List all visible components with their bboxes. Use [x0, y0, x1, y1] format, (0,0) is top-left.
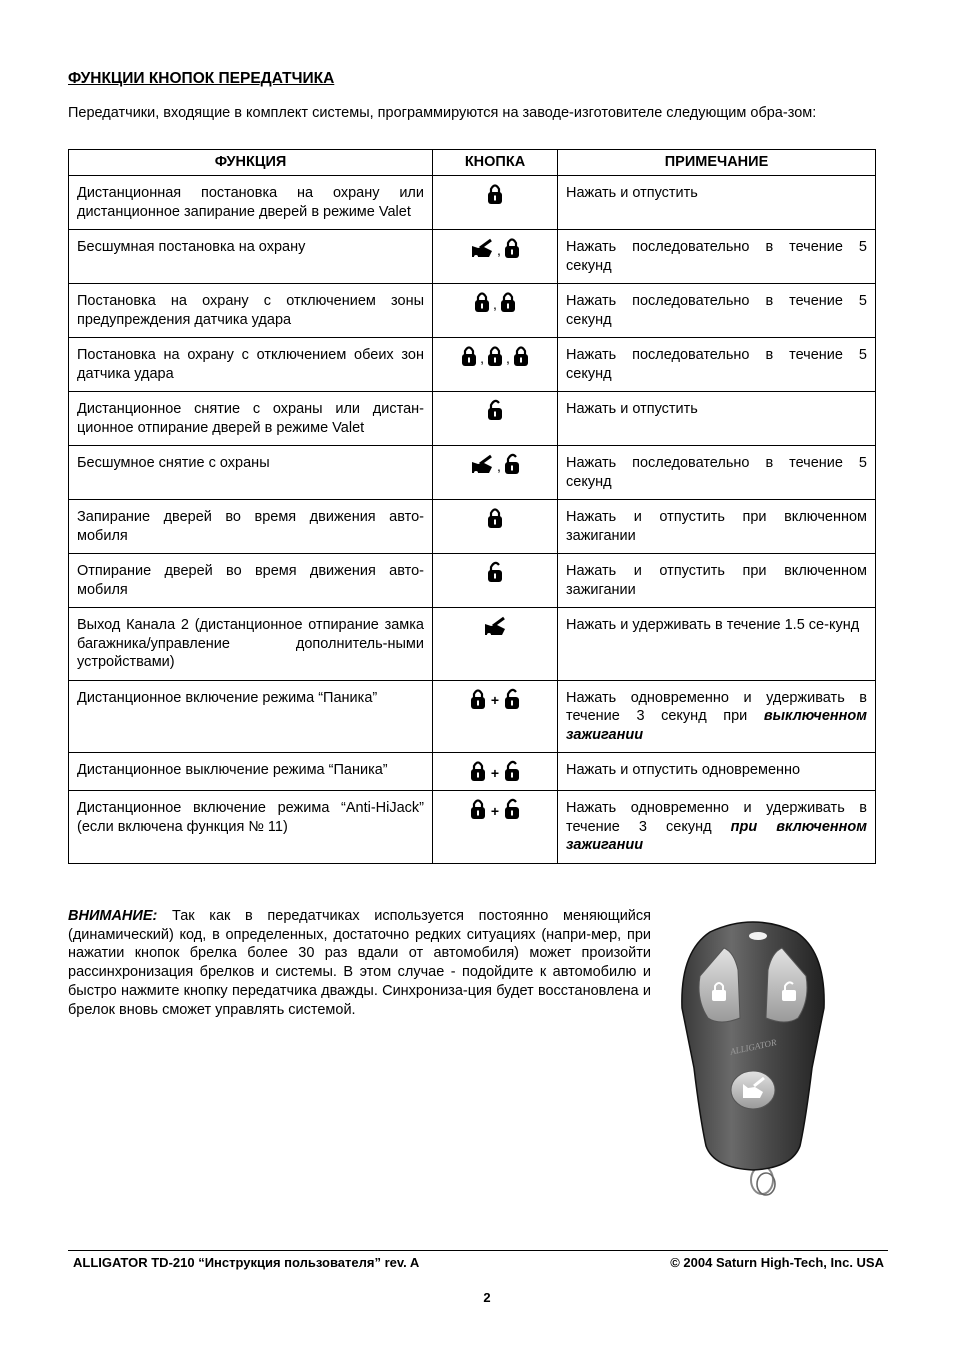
function-cell: Выход Канала 2 (дистанционное отпирание замка багажника/управление дополнитель-ными устройствами)	[69, 608, 433, 681]
button-cell	[433, 392, 558, 446]
function-cell: Дистанционная постановка на охрану или дистанционное запирание дверей в режиме Valet	[69, 176, 433, 230]
function-cell: Запирание дверей во время движения авто-мобиля	[69, 500, 433, 554]
note-cell	[558, 680, 876, 753]
note-cell	[558, 176, 876, 230]
button-cell	[433, 608, 558, 681]
lock-icon	[500, 294, 516, 310]
note-text: Нажать и отпустить при включенном зажигании	[566, 563, 867, 598]
note-cell	[558, 338, 876, 392]
function-cell: Дистанционное включение режима “Паника”	[69, 680, 433, 753]
note-text: Нажать и отпустить	[566, 185, 698, 201]
car-icon	[483, 618, 507, 634]
function-cell: Дистанционное снятие с охраны или дистан-ционное отпирание дверей в режиме Valet	[69, 392, 433, 446]
function-cell: Постановка на охрану с отключением обеих зон датчика удара	[69, 338, 433, 392]
note-text: Нажать и отпустить	[566, 401, 698, 417]
button-cell	[433, 284, 558, 338]
table-row	[69, 338, 876, 392]
unlock-icon	[487, 564, 503, 580]
button-cell	[433, 338, 558, 392]
note-cell	[558, 554, 876, 608]
lock-icon	[474, 294, 490, 310]
comma-separator: ,	[493, 295, 497, 312]
plus-sign: +	[490, 692, 500, 708]
footer-divider	[68, 1250, 888, 1251]
table-row	[69, 230, 876, 284]
note-text: Нажать последовательно в течение 5 секунд	[566, 347, 867, 382]
table-header-row	[69, 150, 876, 176]
note-cell	[558, 284, 876, 338]
comma-separator: ,	[497, 457, 501, 474]
note-text: Нажать одновременно и удерживать в течение 3 секунд при	[566, 689, 867, 724]
unlock-icon	[504, 763, 520, 779]
car-icon	[470, 240, 494, 256]
button-cell	[433, 500, 558, 554]
remote-fob-image	[680, 918, 826, 1198]
comma-separator: ,	[506, 349, 510, 366]
note-cell	[558, 608, 876, 681]
plus-sign: +	[490, 802, 500, 819]
table-row	[69, 753, 876, 791]
table-row	[69, 284, 876, 338]
footer-copyright: © 2004 Saturn High-Tech, Inc. USA	[670, 1255, 884, 1270]
warning-text: Так как в передатчиках используется постоянно меняющийся (динамический) код, в определенных, достаточно редких ситуациях (напри-мер, при нажатии кнопок брелка более 30 раз вдали от автомобиля) может произойти рассинхронизация брелков и системы. В этом случае - подойдите к автомобилю и быстро нажмите кнопку передатчика дважды. Синхрониза-ция будет восстановлена и брелок вновь сможет управлять системой.	[68, 908, 651, 1018]
lock-icon	[513, 348, 529, 364]
table-row	[69, 554, 876, 608]
table-row	[69, 791, 876, 864]
plus-sign: +	[490, 764, 500, 781]
unlock-icon	[487, 402, 503, 418]
note-cell	[558, 500, 876, 554]
lock-icon	[470, 801, 486, 817]
header-function: ФУНКЦИЯ	[69, 150, 433, 176]
page-number: 2	[483, 1290, 491, 1305]
lock-icon	[470, 763, 486, 779]
warning-paragraph	[68, 907, 651, 1019]
intro-paragraph: Передатчики, входящие в комплект системы, программируются на заводе-изготовителе следующим обра-зом:	[68, 105, 817, 121]
remote-logo: ALLIGATOR	[729, 1037, 778, 1057]
function-cell: Дистанционное включение режима “Anti-HiJack” (если включена функция № 11)	[69, 791, 433, 864]
button-cell	[433, 753, 558, 791]
note-cell	[558, 446, 876, 500]
note-text: Нажать и отпустить при включенном зажигании	[566, 509, 867, 544]
note-cell	[558, 791, 876, 864]
table-body	[69, 176, 876, 864]
page-title: ФУНКЦИИ КНОПОК ПЕРЕДАТЧИКА	[68, 70, 335, 87]
table-row	[69, 446, 876, 500]
lock-icon	[487, 348, 503, 364]
lock-icon	[487, 510, 503, 526]
button-cell	[433, 680, 558, 753]
lock-icon	[470, 690, 486, 706]
function-cell: Бесшумная постановка на охрану	[69, 230, 433, 284]
table-row	[69, 392, 876, 446]
button-cell	[433, 446, 558, 500]
lock-icon	[487, 186, 503, 202]
comma-separator: ,	[497, 241, 501, 258]
note-cell	[558, 230, 876, 284]
comma-separator: ,	[480, 349, 484, 366]
header-button: КНОПКА	[433, 150, 558, 176]
header-note: ПРИМЕЧАНИЕ	[558, 150, 876, 176]
footer-document-title: ALLIGATOR TD-210 “Инструкция пользователя” rev. A	[73, 1255, 420, 1270]
function-cell: Бесшумное снятие с охраны	[69, 446, 433, 500]
note-cell	[558, 753, 876, 791]
table-row	[69, 500, 876, 554]
table-row	[69, 608, 876, 681]
button-cell	[433, 554, 558, 608]
button-cell	[433, 791, 558, 864]
table-row	[69, 176, 876, 230]
note-text: Нажать и удерживать в течение 1.5 се-кунд	[566, 617, 860, 633]
note-emphasis: выключенном зажигании	[566, 708, 868, 743]
unlock-icon	[504, 456, 520, 472]
car-icon	[470, 456, 494, 472]
table-row	[69, 680, 876, 753]
note-text: Нажать последовательно в течение 5 секунд	[566, 239, 867, 274]
note-cell	[558, 392, 876, 446]
lock-icon	[461, 348, 477, 364]
unlock-icon	[504, 801, 520, 817]
button-cell	[433, 176, 558, 230]
note-text: Нажать одновременно и удерживать в течение 3 секунд	[566, 800, 867, 835]
function-cell: Отпирание дверей во время движения авто-мобиля	[69, 554, 433, 608]
note-text: Нажать последовательно в течение 5 секунд	[566, 293, 867, 328]
function-cell: Постановка на охрану с отключением зоны предупреждения датчика удара	[69, 284, 433, 338]
unlock-icon	[504, 690, 520, 706]
note-text: Нажать и отпустить одновременно	[566, 762, 801, 778]
note-text: Нажать последовательно в течение 5 секунд	[566, 455, 867, 490]
remote-led	[749, 932, 767, 940]
button-cell	[433, 230, 558, 284]
functions-table	[68, 149, 876, 864]
note-emphasis: при включенном зажигании	[566, 818, 867, 853]
function-cell: Дистанционное выключение режима “Паника”	[69, 753, 433, 791]
lock-icon	[504, 240, 520, 256]
warning-label: ВНИМАНИЕ:	[68, 908, 158, 924]
